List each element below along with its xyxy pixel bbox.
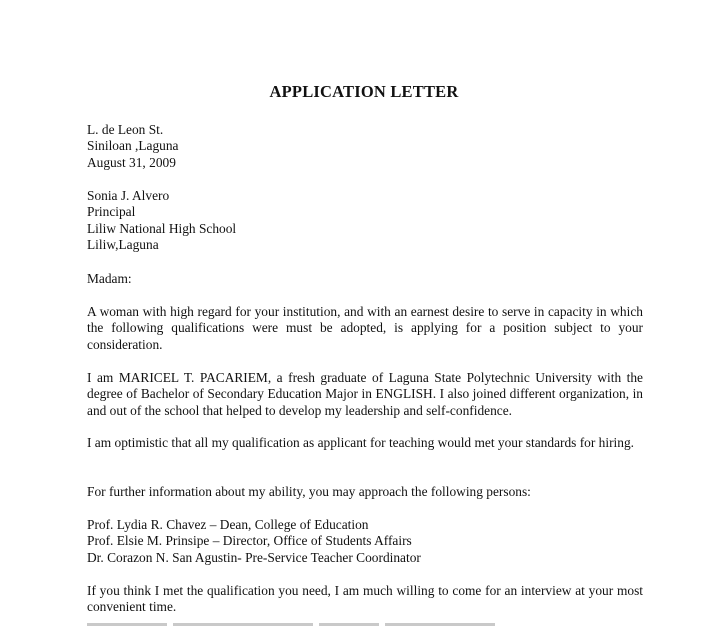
recipient-block <box>87 188 643 254</box>
letter-title: APPLICATION LETTER <box>269 82 459 101</box>
reference-item: Prof. Lydia R. Chavez – Dean, College of Education <box>87 517 369 532</box>
paragraph-optimism: I am optimistic that all my qualification as applicant for teaching would met your standards for hiring. <box>87 435 635 450</box>
letter-date: August 31, 2009 <box>87 154 176 170</box>
reference-item: Dr. Corazon N. San Agustin- Pre-Service Teacher Coordinator <box>87 549 421 565</box>
sender-city: Siniloan ,Laguna <box>87 138 179 154</box>
sender-address <box>87 122 643 171</box>
reference-item: Prof. Elsie M. Prinsipe – Director, Office of Students Affairs <box>87 533 412 549</box>
sender-street: L. de Leon St. <box>87 122 164 137</box>
cut-off-next-line <box>87 623 643 630</box>
recipient-school: Liliw National High School <box>87 220 237 236</box>
closing-paragraph: If you think I met the qualification you need, I am much willing to come for an interview at your most convenient time. <box>87 583 643 615</box>
recipient-name: Sonia J. Alvero <box>87 188 170 203</box>
recipient-city: Liliw,Laguna <box>87 237 159 253</box>
recipient-position: Principal <box>87 204 136 220</box>
salutation: Madam: <box>87 271 132 286</box>
paragraph-intro: A woman with high regard for your institution, and with an earnest desire to serve in capacity in which the following qualifications were must be adopted, is applying for a position subject to your consideration. <box>87 304 643 352</box>
paragraph-references-intro: For further information about my ability, you may approach the following persons: <box>87 484 531 499</box>
paragraph-background: I am MARICEL T. PACARIEM, a fresh graduate of Laguna State Polytechnic University with the degree of Bachelor of Secondary Education Major in ENGLISH. I also joined different organization, in and out of the school that helped to develop my leadership and self-confidence. <box>87 370 643 418</box>
references-list <box>87 517 643 566</box>
